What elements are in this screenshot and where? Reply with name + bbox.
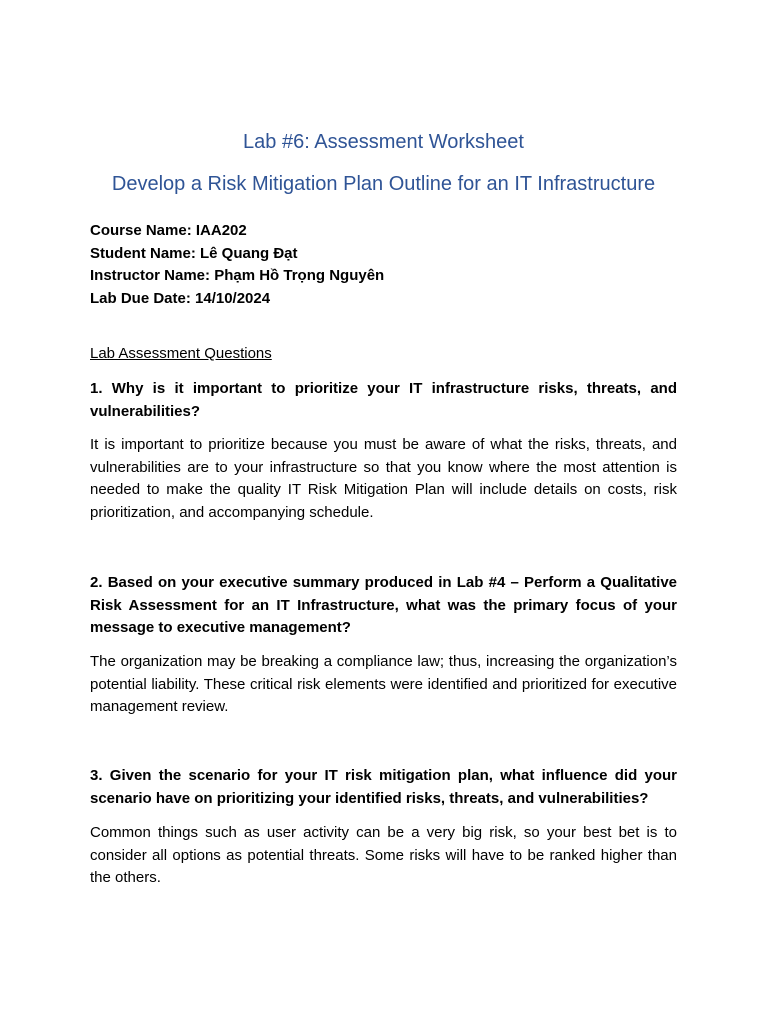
lab-due-date: Lab Due Date: 14/10/2024 xyxy=(90,289,271,307)
lab-info-block xyxy=(90,220,677,310)
document-subtitle: Develop a Risk Mitigation Plan Outline for an IT Infrastructure xyxy=(111,173,656,195)
answer-1: It is important to prioritize because you must be aware of what the risks, threats, and vulnerabilities are to your infrastructure so that you know where the most attention is needed to make the quality IT Risk Mitigation Plan will include details on costs, risk prioritization, and accompanying schedule. xyxy=(90,436,677,521)
question-2: 2. Based on your executive summary produced in Lab #4 – Perform a Qualitative Risk Assessment for an IT Infrastructure, what was the primary focus of your message to executive management? xyxy=(90,574,677,636)
document-page xyxy=(90,0,677,1024)
document-title: Lab #6: Assessment Worksheet xyxy=(243,131,524,153)
question-1: 1. Why is it important to prioritize your IT infrastructure risks, threats, and vulnerabilities? xyxy=(90,380,677,420)
course-name: Course Name: IAA202 xyxy=(90,222,247,239)
section-heading: Lab Assessment Questions xyxy=(90,345,272,362)
instructor-name: Instructor Name: Phạm Hồ Trọng Nguyên xyxy=(90,267,385,284)
question-3: 3. Given the scenario for your IT risk mitigation plan, what influence did your scenario have on prioritizing your identified risks, threats, and vulnerabilities? xyxy=(90,767,677,807)
student-name: Student Name: Lê Quang Đạt xyxy=(90,244,298,262)
answer-3: Common things such as user activity can be a very big risk, so your best bet is to consider all options as potential threats. Some risks will have to be ranked higher than the others. xyxy=(90,824,677,886)
answer-2: The organization may be breaking a compliance law; thus, increasing the organization’s potential liability. These critical risk elements were identified and prioritized for executive management review. xyxy=(90,653,677,715)
